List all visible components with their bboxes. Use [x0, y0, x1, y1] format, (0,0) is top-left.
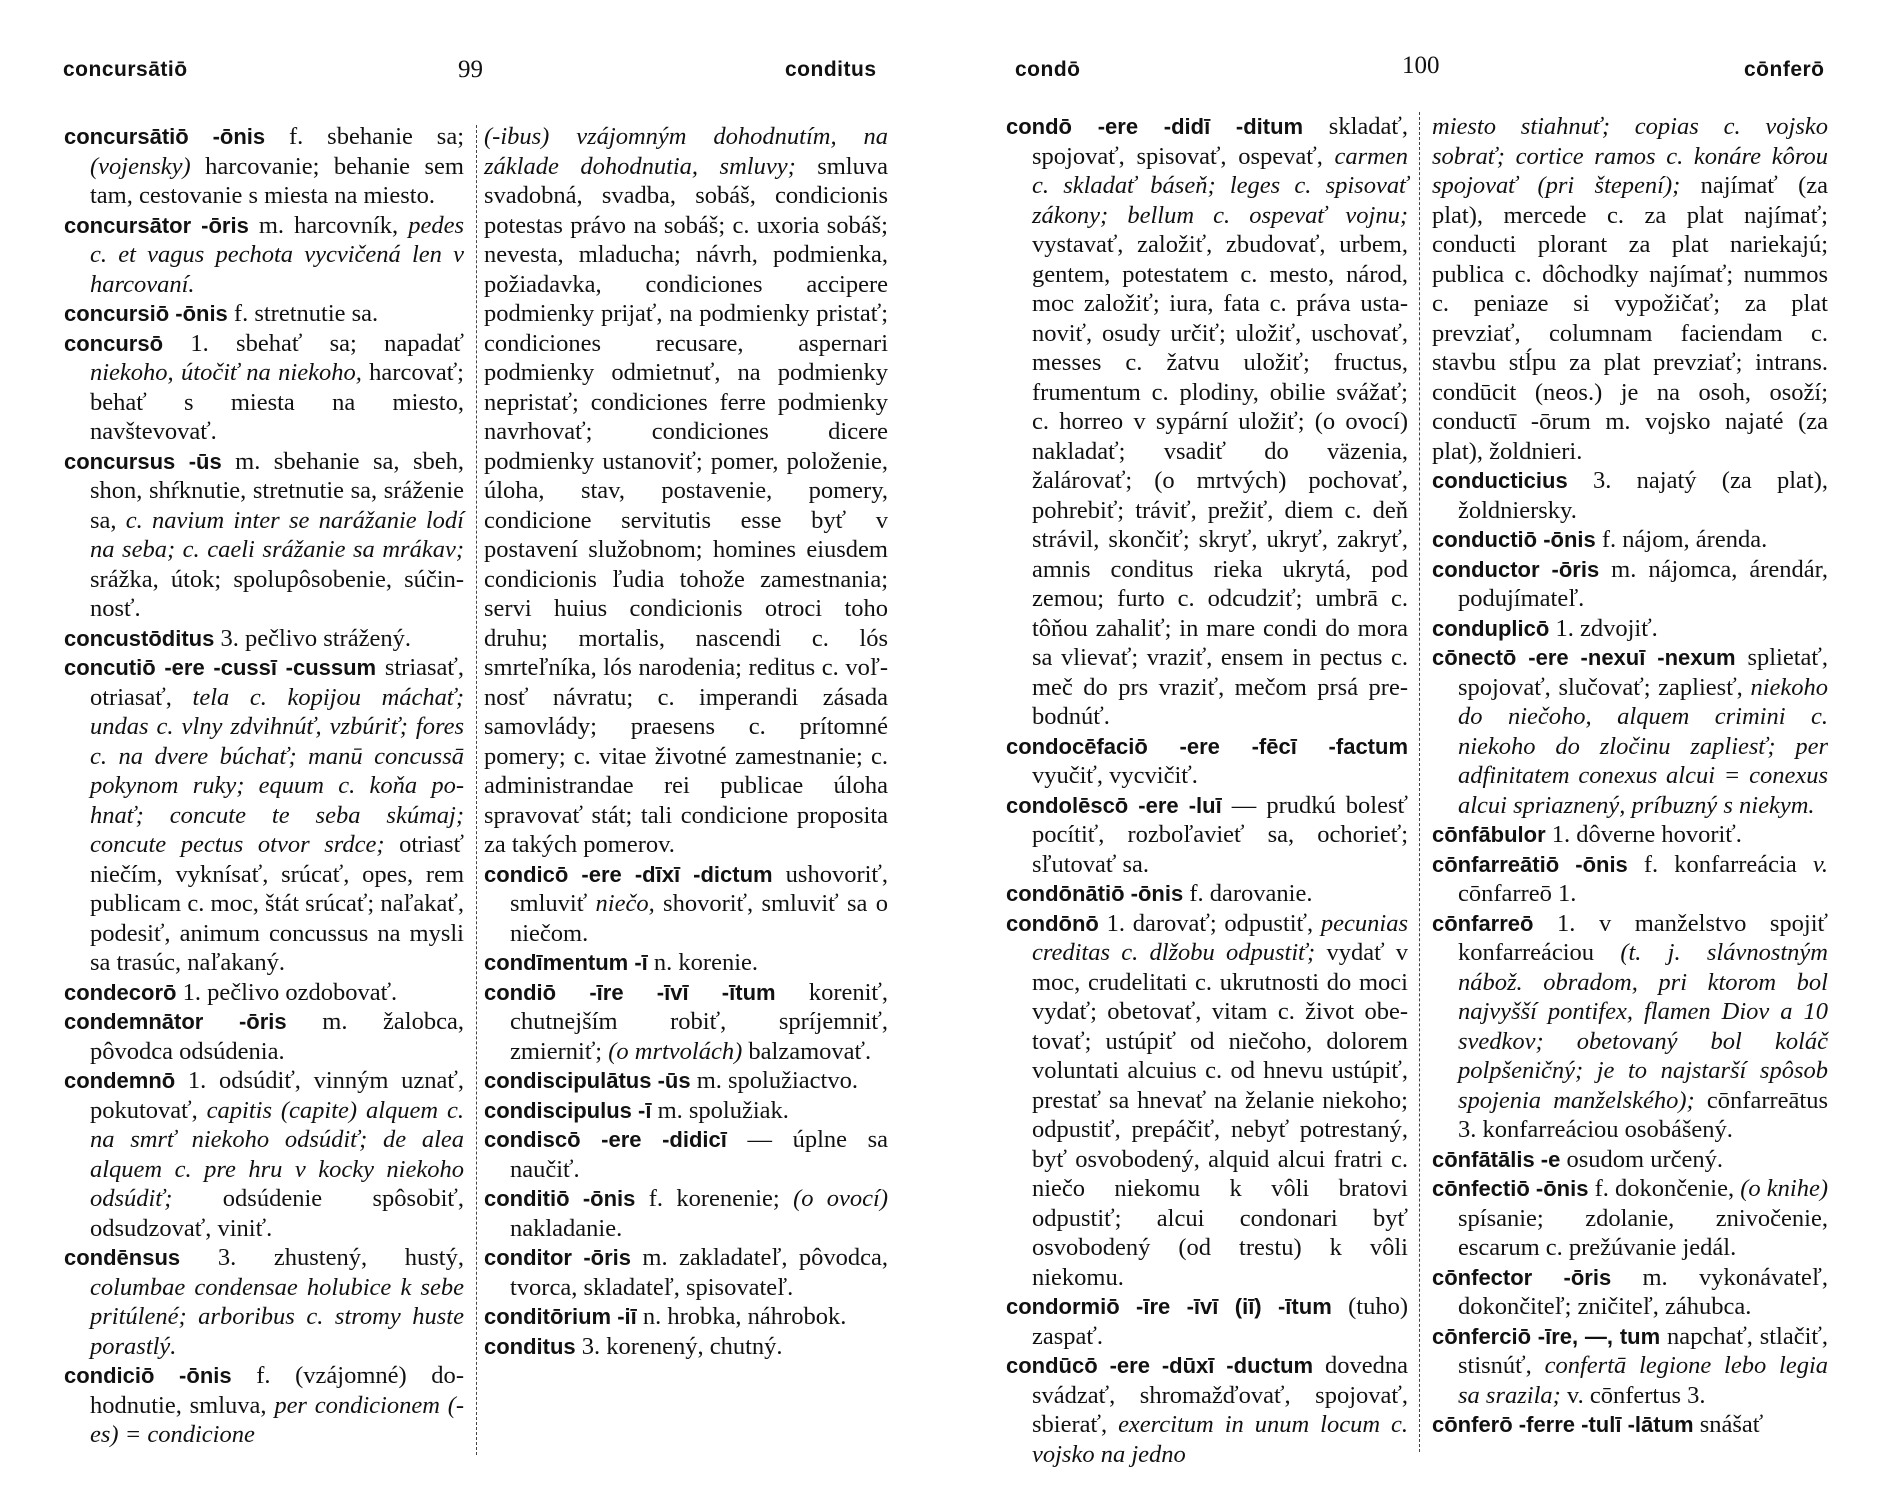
dictionary-entry: [1006, 909, 1408, 1293]
dictionary-entry: [64, 624, 464, 654]
dictionary-entry: [64, 1066, 464, 1243]
definition-text: 1. zdvojiť.: [1549, 614, 1658, 642]
dictionary-entry: [484, 1302, 888, 1332]
dictionary-entry: [64, 299, 464, 329]
definition-text: f. stretnutie sa.: [227, 300, 379, 327]
definition-text: f. (vzájomné) dohodnutie, smluva,: [90, 1362, 464, 1419]
example-italic: (t. j. slávnostným nábož. obradom, pri ktorom bol najvyšší pontifex, flamen Diov a 10 svedkov; obetovaný bol koláč polpšeničný; je to najstarší spôsob spojenia manželského);: [1458, 939, 1829, 1114]
left-page-number: 99: [458, 56, 483, 83]
dictionary-entry: [1432, 525, 1828, 555]
column-divider: [476, 125, 477, 1455]
example-italic: niekoho do niečoho, alquem crimini c. niekoho do zločinu zapliesť; per adfinitatem conexus alcui = conexus alcui spriaznený, príbuzný s niekym.: [1458, 673, 1828, 819]
example-italic: pecunias creditas c. dlžobu odpustiť;: [1032, 909, 1408, 966]
example-italic: pedes c. et vagus pechota vycvičená len v harcovaní.: [90, 211, 464, 298]
dictionary-entry: [1432, 466, 1828, 525]
definition-text: f. darovanie.: [1183, 880, 1313, 907]
definition-text: f. sbehanie sa;: [265, 123, 464, 150]
definition-text: skladať, spojovať, spisovať, ospevať,: [1032, 113, 1408, 170]
right-page: [944, 0, 1888, 1500]
definition-text: ushovoriť, smluviť: [510, 860, 889, 917]
example-italic: miesto stiahnuť; copias c. vojsko sobrať; cortice ramos c. konáre kôrou spojovať (pri štepení);: [1432, 113, 1828, 199]
dictionary-entry: [1432, 112, 1828, 466]
dictionary-entry: [484, 1096, 888, 1126]
dictionary-entry: [1432, 555, 1828, 614]
right-header-guideword-last: cōnferō: [1744, 58, 1825, 81]
dictionary-entry: [484, 1332, 888, 1362]
example-italic: niekoho, útočiť na niekoho,: [90, 359, 362, 386]
definition-text: vyučiť, vycvičiť.: [1032, 762, 1198, 789]
definition-text: otriasť niečím, vyknísať, srúcať, opes, rem publicam c. moc, štát srúcať; naľakať, podesiť, animum concussus na mysli sa trasúc, naľakaný.: [90, 831, 464, 976]
headword: cōnferciō -īre, —, tum: [1432, 1323, 1661, 1349]
definition-text: n. hrobka, náhrobok.: [636, 1303, 847, 1330]
definition-text: snášať: [1693, 1411, 1764, 1438]
example-italic: tela c. kopijou máchať; undas c. vlny zdvihnúť, vzbúriť; fores c. na dvere búchať; manū concussā pokynom ruky; equum c. koňa pohnať; concute te seba skúmaj; concute pectus otvor srdce;: [90, 683, 464, 858]
headword: conditus: [484, 1333, 576, 1359]
definition-text: m. harcovník,: [248, 211, 409, 239]
dictionary-entry: [64, 653, 464, 978]
headword: condicō -ere -dīxī -dictum: [484, 861, 773, 887]
definition-text: srážka, útok; spolupôsobenie, súčinnosť.: [90, 565, 464, 622]
definition-text: striasať, otriasať,: [90, 654, 464, 711]
dictionary-entry: [1432, 1145, 1828, 1175]
headword: condiscipulus -ī: [484, 1097, 652, 1123]
definition-text: shovoriť, smluviť sa o niečom.: [510, 890, 888, 947]
dictionary-entry: [1006, 732, 1408, 791]
definition-text: cōnfarreō 1.: [1458, 880, 1577, 907]
left-header-guideword-last: conditus: [785, 58, 877, 81]
dictionary-entry: [484, 948, 888, 978]
headword: concursiō -ōnis: [64, 301, 228, 326]
headword: condecorō: [64, 979, 177, 1005]
headword: condiō -īre -īvī -ītum: [484, 979, 776, 1005]
definition-text: vydať v moc, crudelitati c. ukrutnosti do moci vydať; obetovať, vitam c. život obetovať; ustúpiť od niečoho, dolorem voluntati alcuius c. od hnevu ustúpiť, prestať sa hnevať na želanie niekoho; odpustiť, prepáčiť, nebyť potrestaný, byť osvobodený, alquid alcui fratri c. niečo niekomu k vôli bratovi odpustiť; alcui condonari byť osvobodený (od trestu) k vôli niekomu.: [1032, 939, 1409, 1291]
definition-text: napchať, stlačiť, stisnúť,: [1458, 1322, 1828, 1379]
definition-text: smluva svadobná, svadba, sobáš, condicionis potestas právo na sobáš; c. uxoria sobáš; nevesta, mladucha; návrh, podmienka, požiadavka, condiciones accipere podmienky prijať, na podmienky pristať; condiciones recusare, aspernari podmienky odmietnuť, na podmienky nepristať; condiciones ferre podmienky navrhovať; condiciones dicere podmienky ustanoviť; pomer, položenie, úloha, stav, postavenie, pomery, condicione servitutis esse byť v postavení služobnom; homines eiusdem condicionis ľudia tohože zamestnania; servi huius condicionis otroci toho druhu; mortalis, nascendi c. lós smrteľníka, lós narodenia; reditus c. voľnosť návratu; c. imperandi zásada samovlády; praesens c. prítomné pomery; c. vitae životné zamestnanie; c. administrandae rei publicae úloha spravovať stát; tali condicione proposita za takých pomerov.: [484, 152, 888, 858]
headword: condemnō: [64, 1068, 176, 1093]
example-italic: columbae condensae holubice k sebe pritúlené; arboribus c. stromy huste porastlý.: [90, 1273, 464, 1360]
dictionary-entry: [484, 1066, 888, 1096]
example-italic: (o knihe): [1740, 1175, 1828, 1202]
left-header-guideword-first: concursātiō: [63, 58, 188, 81]
headword: condōnātiō -ōnis: [1006, 881, 1184, 906]
left-column-2: [484, 122, 888, 1361]
dictionary-entry: [484, 122, 888, 860]
dictionary-entry: [1432, 820, 1828, 850]
headword: concutiō -ere -cussī -cussum: [64, 655, 377, 680]
headword: condiscipulātus -ūs: [484, 1068, 691, 1093]
definition-text: 3. najatý (za plat), žoldniersky.: [1458, 467, 1828, 524]
headword: condolēscō -ere -luī: [1006, 792, 1222, 818]
headword: concursātiō -ōnis: [64, 124, 266, 149]
definition-text: dovedna svádzať, shromažďovať, spojovať, sbierať,: [1032, 1352, 1408, 1438]
dictionary-entry: [484, 1184, 888, 1243]
definition-text: — úplne sa naučiť.: [510, 1126, 888, 1183]
headword: conditiō -ōnis: [484, 1186, 636, 1211]
headword: condō -ere -didī -ditum: [1006, 114, 1304, 139]
dictionary-entry: [64, 1007, 464, 1066]
dictionary-entry: [1006, 1292, 1408, 1351]
definition-text: m. spolužiak.: [651, 1096, 789, 1124]
definition-text: m. zakladateľ, pôvodca, tvorca, skladateľ, spisovateľ.: [510, 1244, 889, 1301]
headword: condūcō -ere -dūxī -ductum: [1006, 1353, 1314, 1378]
headword: condocēfaciō -ere -fēcī -factum: [1006, 733, 1408, 759]
definition-text: 3. pečlivo strážený.: [214, 624, 411, 652]
dictionary-entry: [1432, 909, 1828, 1145]
headword: cōnfector -ōris: [1432, 1264, 1612, 1290]
headword: condēnsus: [64, 1245, 181, 1270]
column-divider: [1419, 112, 1420, 1452]
headword: condiscō -ere -didicī: [484, 1127, 727, 1152]
example-italic: v.: [1812, 850, 1828, 878]
definition-text: v. cōnfertus 3.: [1560, 1381, 1706, 1409]
headword: cōnfectiō -ōnis: [1432, 1176, 1589, 1201]
headword: cōnferō -ferre -tulī -lātum: [1432, 1412, 1694, 1437]
definition-text: 3. korenený, chutný.: [575, 1332, 783, 1360]
definition-text: 1. sbehať sa; napadať: [163, 329, 464, 357]
dictionary-entry: [64, 1361, 464, 1450]
headword: condōnō: [1006, 910, 1099, 936]
definition-text: f. dokončenie,: [1588, 1175, 1741, 1202]
definition-text: nakladanie.: [510, 1214, 623, 1242]
dictionary-entry: [64, 329, 464, 447]
definition-text: osudom určený.: [1560, 1145, 1723, 1173]
dictionary-entry: [1432, 1263, 1828, 1322]
definition-text: 1. pečlivo ozdobovať.: [176, 978, 398, 1006]
dictionary-entry: [1432, 643, 1828, 820]
headword: cōnfarreō: [1432, 910, 1534, 936]
definition-text: najímať (za plat), mercede c. za plat najímať; conducti plorant za plat nariekajú; publica c. dôchodky najímať; nummos c. peniaze si vypožičať; za plat prevziať, columnam faciendam c. stavbu stĺpu za plat prevziať; intrans. condūcit (neos.) je na osoh, osoží; conductī -ōrum m. vojsko najaté (za plat), žoldnieri.: [1432, 172, 1829, 465]
definition-text: 1. dôverne hovoriť.: [1545, 821, 1742, 848]
headword: condiciō -ōnis: [64, 1363, 232, 1388]
definition-text: 1. darovať; odpustiť,: [1098, 909, 1321, 937]
dictionary-entry: [1432, 1410, 1828, 1440]
example-italic: c. navium inter se narážanie lodí na seba; c. caeli srážanie sa mrákav;: [90, 506, 464, 563]
definition-text: f. nájom, árenda.: [1595, 526, 1768, 553]
definition-text: balzamovať.: [742, 1037, 872, 1065]
dictionary-entry: [484, 978, 888, 1067]
dictionary-entry: [64, 978, 464, 1008]
right-page-number: 100: [1402, 52, 1440, 79]
definition-text: spísanie; zdolanie, znivočenie, escarum c. prežúvanie jedál.: [1458, 1204, 1828, 1261]
definition-text: vystavať, založiť, zbudovať, urbem, gentem, potestatem c. mesto, národ, moc založiť; iura, fata c. práva ustanoviť, osudy určiť; uložiť, uschovať, messes c. žatvu uložiť; fructus, frumentum c. plodiny, obilie svážať; c. horreo v sypární uložiť; (o ovocí) nakladať; vsadiť do väzenia, žalárovať; (o mrtvých) pochovať, pohrebiť; tráviť, prežiť, diem c. deň strávil, skončiť; skryť, ukryť, zakryť, amnis conditus rieka ukrytá, pod zemou; furto c. odcudziť; umbrā c. tôňou zahaliť; in mare condi do mora sa vlievať; vraziť, ensem in pectus c. meč do prs vraziť, mečom prsá prebodnúť.: [1032, 231, 1408, 730]
dictionary-entry: [1006, 879, 1408, 909]
dictionary-entry: [64, 1243, 464, 1361]
headword: cōnfātālis -e: [1432, 1146, 1561, 1172]
headword: conductiō -ōnis: [1432, 527, 1596, 552]
definition-text: f. korenenie;: [635, 1185, 794, 1212]
headword: concursō: [64, 330, 164, 356]
definition-text: 3. zhustený, hustý,: [180, 1244, 464, 1271]
headword: conductor -ōris: [1432, 556, 1600, 582]
definition-text: koreniť, chutnejším robiť, spríjemniť, zmierniť;: [510, 978, 888, 1065]
example-italic: (o mrtvolách): [608, 1037, 743, 1065]
right-header-guideword-first: condō: [1015, 58, 1081, 81]
definition-text: m. nájomca, árendár, podujímateľ.: [1458, 555, 1828, 612]
example-italic: capitis (capite) alquem c. na smrť niekoho odsúdiť; de alea alquem c. pre hru v kocky niekoho odsúdiť;: [90, 1096, 464, 1212]
headword: conduplicō: [1432, 615, 1550, 641]
example-italic: exercitum in unum locum c. vojsko na jedno: [1032, 1411, 1408, 1468]
example-italic: confertā legione lebo legia sa srazila;: [1458, 1352, 1828, 1409]
example-italic: (o ovocí): [793, 1185, 889, 1212]
dictionary-entry: [1006, 112, 1408, 732]
example-italic: per condicionem (-es) = condicione: [90, 1391, 465, 1448]
example-italic: carmen c. skladať báseň; leges c. spisovať zákony; bellum c. ospevať vojnu;: [1032, 142, 1408, 229]
definition-text: splietať, spojovať, slučovať; zapliesť,: [1458, 644, 1828, 701]
definition-text: m. vykonávateľ, dokončiteľ; zničiteľ, záhubca.: [1458, 1263, 1828, 1320]
dictionary-entry: [64, 122, 464, 211]
definition-text: 1. v manželstvo spojiť konfarreáciou: [1458, 909, 1828, 966]
definition-text: m. žalobca, pôvodca odsúdenia.: [90, 1008, 464, 1065]
dictionary-entry: [484, 860, 888, 949]
headword: condīmentum -ī: [484, 950, 648, 975]
headword: condemnātor -ōris: [64, 1009, 287, 1034]
definition-text: odsúdenie spôsobiť, odsudzovať, viniť.: [90, 1185, 464, 1242]
headword: conditor -ōris: [484, 1245, 632, 1270]
dictionary-entry: [1006, 1351, 1408, 1469]
dictionary-entry: [64, 211, 464, 300]
headword: cōnfābulor: [1432, 822, 1546, 847]
example-italic: niečo,: [595, 890, 655, 917]
dictionary-entry: [484, 1243, 888, 1302]
dictionary-entry: [1432, 1174, 1828, 1263]
example-italic: (vojensky): [90, 152, 191, 180]
dictionary-entry: [484, 1125, 888, 1184]
headword: conditōrium -iī: [484, 1304, 637, 1329]
definition-text: cōnfarreātus 3. konfarreáciou osobášený.: [1458, 1086, 1828, 1143]
example-italic: (-ibus) vzájomným dohodnutím, na základe dohodnutia, smluvy;: [484, 123, 888, 180]
definition-text: — prudkú bolesť pocítiť, rozboľavieť sa, ochorieť; sľutovať sa.: [1032, 791, 1408, 878]
right-column-1: [1006, 112, 1408, 1469]
definition-text: n. korenie.: [647, 949, 758, 976]
right-column-2: [1432, 112, 1828, 1440]
definition-text: 1. odsúdiť, vinným uznať, pokutovať,: [90, 1067, 464, 1124]
dictionary-entry: [1432, 850, 1828, 909]
dictionary-entry: [1432, 614, 1828, 644]
headword: concursus -ūs: [64, 448, 222, 474]
left-column-1: [64, 122, 464, 1450]
headword: conducticius: [1432, 468, 1568, 493]
headword: concursātor -ōris: [64, 212, 249, 238]
headword: concustōditus: [64, 625, 215, 651]
headword: cōnfarreātiō -ōnis: [1432, 851, 1628, 877]
dictionary-entry: [1432, 1322, 1828, 1411]
headword: cōnectō -ere -nexuī -nexum: [1432, 645, 1736, 670]
definition-text: m. spolužiactvo.: [690, 1067, 858, 1094]
dictionary-entry: [64, 447, 464, 624]
dictionary-entry: [1006, 791, 1408, 880]
definition-text: harcovať; behať s miesta na miesto, navštevovať.: [90, 359, 464, 445]
headword: condormiō -īre -īvī (iī) -ītum: [1006, 1294, 1332, 1319]
definition-text: (tuho) zaspať.: [1032, 1293, 1409, 1350]
definition-text: harcovanie; behanie sem tam, cestovanie s miesta na miesto.: [90, 152, 464, 209]
definition-text: m. sbehanie sa, sbeh, shon, shŕknutie, stretnutie sa, sráženie sa,: [90, 447, 464, 534]
definition-text: f. konfarreácia: [1627, 850, 1813, 878]
